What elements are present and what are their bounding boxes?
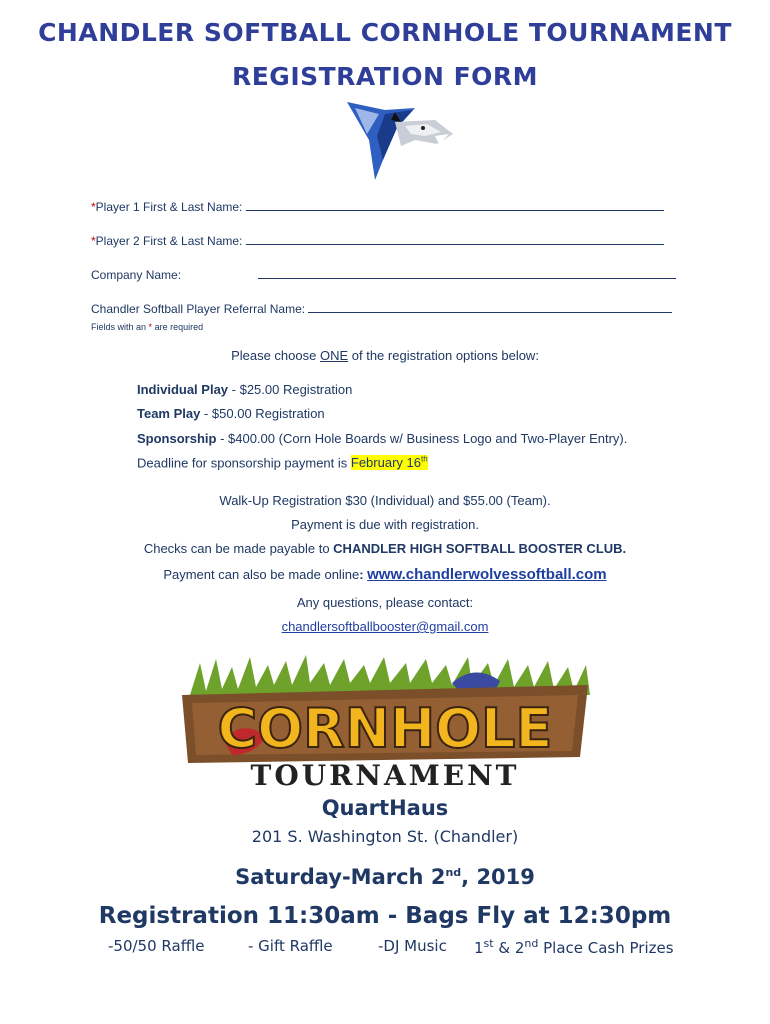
player2-field[interactable] [91,233,664,248]
option-team: Team Play - $50.00 Registration [137,406,325,421]
event-date: Saturday-March 2nd, 2019 [235,865,535,889]
extra-dj-music: -DJ Music [378,937,447,955]
extra-raffle: -50/50 Raffle [108,937,205,955]
online-payment: Payment can also be made online: www.chandlerwolvessoftball.com [163,566,607,583]
company-input-line[interactable] [258,267,676,279]
choose-instruction: Please choose ONE of the registration options below: [231,348,539,363]
referral-field[interactable] [91,301,672,316]
checks-info: Checks can be made payable to CHANDLER HIGH SOFTBALL BOOSTER CLUB. [143,541,627,556]
player1-label: Player 1 First & Last Name: [95,200,243,214]
website-link[interactable]: www.chandlerwolvessoftball.com [367,566,607,583]
required-note: Fields with an * are required [91,322,204,332]
venue-name: QuartHaus [321,796,449,820]
logo-word-cornhole: CORNHOLE [217,697,553,760]
extra-cash-prizes: 1st & 2nd Place Cash Prizes [474,937,674,957]
player2-input-line[interactable] [246,233,664,245]
player2-label: Player 2 First & Last Name: [95,234,243,248]
option-individual: Individual Play - $25.00 Registration [137,382,353,397]
option-sponsorship: Sponsorship - $400.00 (Corn Hole Boards w/ Business Logo and Two-Player Entry). [137,431,628,446]
venue-address: 201 S. Washington St. (Chandler) [251,827,519,846]
player1-input-line[interactable] [246,199,664,211]
required-asterisk: * [91,200,96,214]
referral-label: Chandler Softball Player Referral Name: [91,302,306,316]
extra-gift-raffle: - Gift Raffle [248,937,333,955]
logo-word-tournament: TOURNAMENT [250,759,520,792]
deadline-highlight: February 16th [350,455,428,471]
title-line-1: CHANDLER SOFTBALL CORNHOLE TOURNAMENT [38,18,732,47]
company-label: Company Name: [91,268,182,282]
referral-input-line[interactable] [308,301,672,313]
company-field[interactable] [91,267,676,282]
title-line-2: REGISTRATION FORM [231,62,539,91]
sponsorship-deadline: Deadline for sponsorship payment is February 16th [137,455,428,471]
player1-field[interactable] [91,199,664,214]
cornhole-tournament-logo [170,655,600,795]
event-schedule: Registration 11:30am - Bags Fly at 12:30pm [98,903,672,929]
walkup-info: Walk-Up Registration $30 (Individual) and $55.00 (Team). [219,493,551,508]
required-asterisk: * [91,234,96,248]
questions-text: Any questions, please contact: [296,595,474,610]
wolf-mascot-icon [345,100,455,182]
payment-due: Payment is due with registration. [291,517,479,532]
contact-email-link[interactable]: chandlersoftballbooster@gmail.com [281,619,489,634]
